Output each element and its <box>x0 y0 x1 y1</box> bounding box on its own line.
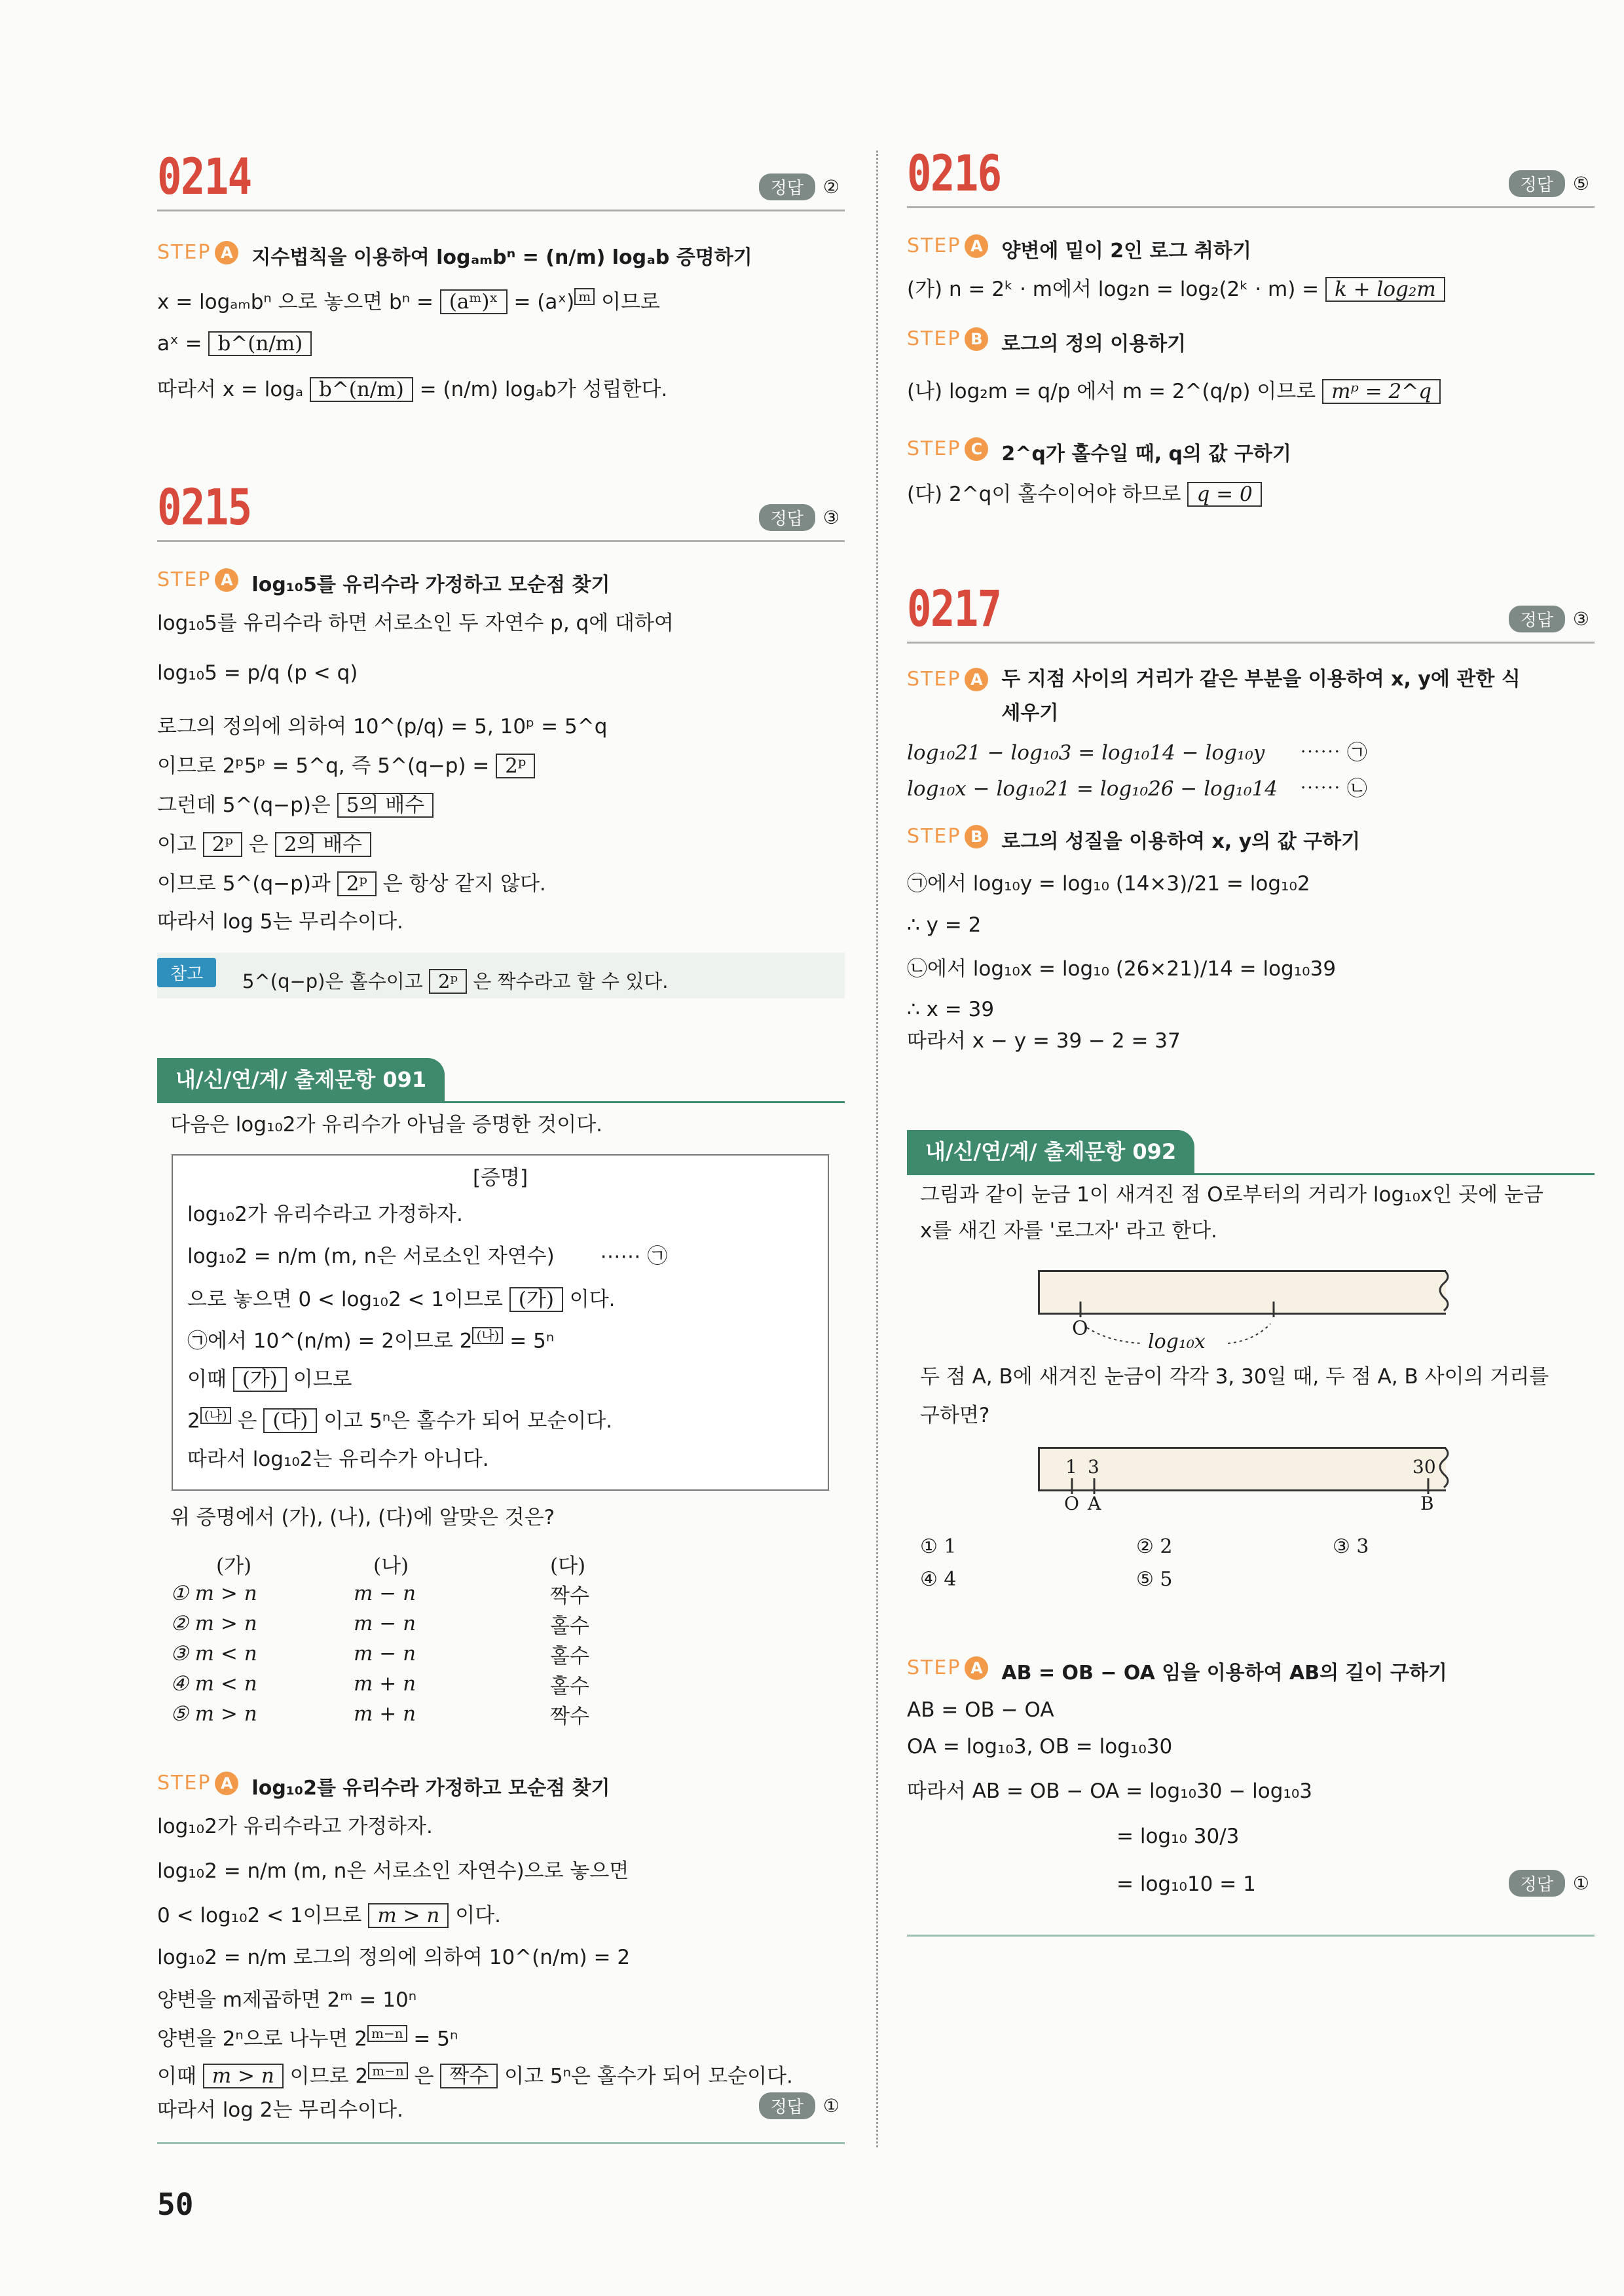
cell: m + n <box>354 1702 416 1726</box>
ruler-log-label: log₁₀x <box>1148 1330 1206 1353</box>
text: = (n/m) logₐb가 성립한다. <box>419 378 668 401</box>
solution-line: 따라서 log 5는 무리수이다. <box>157 910 403 934</box>
solution-line: = log₁₀10 = 1 <box>1116 1872 1256 1896</box>
text: 은 <box>237 1409 257 1433</box>
answer-badge: 정답 <box>1509 170 1565 197</box>
text: 0 < log₁₀2 < 1이므로 <box>157 1904 362 1927</box>
step-b <box>907 825 1595 854</box>
problem-0216-header <box>907 134 1595 208</box>
proof-line <box>187 1407 875 1434</box>
text: 이므로 <box>293 1368 352 1391</box>
step-a-icon: A <box>965 668 988 691</box>
solution-line: ㉠에서 log₁₀y = log₁₀ (14×3)/21 = log₁₀2 <box>907 872 1310 896</box>
blank-box: (가) <box>233 1367 287 1392</box>
answer-tag <box>759 504 840 531</box>
exam-tag: 내/신/연/계/ 출제문항 091 <box>157 1058 445 1101</box>
step-title: log₁₀2를 유리수라 가정하고 모순점 찾기 <box>251 1777 610 1800</box>
ruler-lines <box>1038 1270 1457 1349</box>
answer-box: b^(n/m) <box>310 377 413 402</box>
text: (가) n = 2ᵏ · m에서 log₂n = log₂(2ᵏ · m) = <box>907 278 1320 301</box>
text: ⋯⋯ ㉠ <box>1300 741 1367 765</box>
tick-label: 30 <box>1412 1456 1436 1478</box>
solution-line: 따라서 AB = OB − OA = log₁₀30 − log₁₀3 <box>907 1779 1313 1803</box>
step-b-icon: B <box>965 327 988 351</box>
solution-line <box>907 378 1595 405</box>
column-divider <box>876 151 878 2147</box>
text: log₁₀21 − log₁₀3 = log₁₀14 − log₁₀y <box>907 741 1265 765</box>
step-label: STEP <box>157 568 212 591</box>
text: 5^(q−p)은 홀수이고 <box>242 970 423 993</box>
text: (나) log₂m = q/p 에서 m = 2^(q/p) 이므로 <box>907 380 1316 403</box>
tip-box <box>157 953 845 998</box>
step-a <box>907 663 1595 731</box>
step-a <box>157 1772 845 1800</box>
text: aˣ = <box>157 332 202 355</box>
proof-line <box>187 1327 875 1354</box>
blank-box: (다) <box>263 1408 317 1433</box>
cell: ⑤ m > n <box>170 1702 257 1726</box>
choice-row[interactable] <box>170 1699 629 1729</box>
answer-box: (aᵐ)ˣ <box>440 289 507 314</box>
tick-label: 1 <box>1065 1456 1077 1478</box>
step-title: 2^q가 홀수일 때, q의 값 구하기 <box>1001 443 1291 465</box>
cell: m − n <box>354 1582 416 1605</box>
proof-line <box>187 1243 875 1269</box>
problem-number: 0215 <box>157 478 251 536</box>
step-label: STEP <box>907 437 961 460</box>
answer-box: m > n <box>368 1903 449 1928</box>
answer-box: mᵖ = 2^q <box>1322 379 1441 404</box>
solution-line: log₁₀2가 유리수라고 가정하자. <box>157 1815 433 1838</box>
step-title: log₁₀5를 유리수라 가정하고 모순점 찾기 <box>251 574 610 596</box>
text: 이다. <box>569 1288 616 1311</box>
text: 이고 5ⁿ은 홀수가 되어 모순이다. <box>323 1409 613 1433</box>
step-a-icon: A <box>215 241 238 264</box>
text: 은 짝수라고 할 수 있다. <box>473 970 669 993</box>
tip-badge: 참고 <box>157 958 216 987</box>
step-a <box>907 234 1595 263</box>
page-number: 50 <box>157 2187 194 2222</box>
answer-box: 2ᵖ <box>429 969 467 994</box>
cell: ① m > n <box>170 1582 257 1605</box>
question-text: 그림과 같이 눈금 1이 새겨진 점 O로부터의 거리가 log₁₀x인 곳에 눈금 <box>920 1183 1543 1207</box>
choice-table <box>170 1548 629 1729</box>
equation-line <box>907 776 1595 802</box>
solution-line: ∴ x = 39 <box>907 998 995 1021</box>
header-cell: (가) <box>216 1554 252 1578</box>
text: 따라서 x = logₐ <box>157 378 304 401</box>
solution-line <box>157 331 845 357</box>
text: 이므로 5^(q−p)과 <box>157 872 331 896</box>
text: x = logₐₘbⁿ 으로 놓으면 bⁿ = <box>157 290 434 314</box>
cell: 짝수 <box>550 1704 589 1728</box>
answer-tag <box>759 2092 840 2119</box>
choice-5[interactable]: ⑤ 5 <box>1136 1568 1173 1591</box>
solution-line: log₁₀5 = p/q (p < q) <box>157 661 358 685</box>
cell: 홀수 <box>550 1644 589 1668</box>
text: 양변을 2ⁿ으로 나누면 2 <box>157 2027 367 2051</box>
answer-value: ③ <box>822 507 840 528</box>
solution-line: log₁₀2 = n/m (m, n은 서로소인 자연수)으로 놓으면 <box>157 1859 629 1883</box>
proof-line: log₁₀2가 유리수라고 가정하자. <box>187 1203 463 1226</box>
cell: 짝수 <box>550 1584 589 1608</box>
text: 은 항상 같지 않다. <box>382 872 546 896</box>
answer-value: ① <box>1572 1872 1589 1894</box>
solution-line: log₁₀2 = n/m 로그의 정의에 의하여 10^(n/m) = 2 <box>157 1946 631 1969</box>
answer-box: 짝수 <box>440 2064 498 2088</box>
proof-title: [증명] <box>472 1166 528 1190</box>
text: 은 <box>414 2064 434 2088</box>
choice-row[interactable] <box>170 1639 629 1669</box>
solution-line: ㉡에서 log₁₀x = log₁₀ (26×21)/14 = log₁₀39 <box>907 957 1337 981</box>
point-label: A <box>1088 1493 1101 1514</box>
solution-line <box>157 288 845 315</box>
text: 이므로 <box>601 290 660 314</box>
choice-row[interactable] <box>170 1609 629 1639</box>
question-text: 다음은 log₁₀2가 유리수가 아님을 증명한 것이다. <box>170 1113 603 1137</box>
section-end-line <box>157 2142 845 2144</box>
answer-badge: 정답 <box>1509 606 1565 632</box>
choice-2[interactable]: ② 2 <box>1136 1535 1173 1558</box>
solution-line <box>157 376 845 403</box>
step-label: STEP <box>907 327 961 350</box>
text: log₁₀2 = n/m (m, n은 서로소인 자연수) <box>187 1245 555 1268</box>
step-title: 양변에 밑이 2인 로그 취하기 <box>1001 240 1251 263</box>
solution-line <box>157 831 845 858</box>
step-a-icon: A <box>215 1772 238 1795</box>
choice-row[interactable] <box>170 1578 629 1609</box>
answer-box: 5의 배수 <box>337 793 434 818</box>
answer-box: 2ᵖ <box>203 832 242 857</box>
answer-box: m−n <box>367 2025 407 2042</box>
text: 이므로 2ᵖ5ᵖ = 5^q, 즉 5^(q−p) = <box>157 754 490 778</box>
answer-box: k + log₂m <box>1325 277 1445 302</box>
solution-line <box>157 753 845 779</box>
text: 이고 5ⁿ은 홀수가 되어 모순이다. <box>504 2064 793 2088</box>
text: 이고 <box>157 833 196 856</box>
text: 이다. <box>455 1904 501 1927</box>
proof-box <box>172 1154 829 1491</box>
problem-number: 0214 <box>157 147 251 206</box>
step-c <box>907 437 1595 466</box>
step-b <box>907 327 1595 356</box>
text: 이므로 2 <box>289 2064 369 2088</box>
solution-line <box>157 1903 845 1929</box>
exam-091-header <box>157 1055 845 1103</box>
blank-box: (나) <box>472 1327 503 1344</box>
proof-line <box>187 1366 875 1393</box>
step-label: STEP <box>907 1656 961 1679</box>
text: = (aˣ) <box>513 290 575 314</box>
step-a <box>157 241 845 270</box>
answer-badge: 정답 <box>1509 1870 1565 1897</box>
cell: m + n <box>354 1672 416 1696</box>
answer-tag <box>1509 170 1589 197</box>
answer-value: ③ <box>1572 608 1589 630</box>
answer-tag <box>1509 606 1589 632</box>
question-text: 위 증명에서 (가), (나), (다)에 알맞은 것은? <box>170 1506 555 1529</box>
solution-line: = log₁₀ 30/3 <box>1116 1825 1240 1848</box>
text: 은 <box>248 833 268 856</box>
solution-line <box>907 276 1595 302</box>
problem-0214-header <box>157 137 845 211</box>
cell: ④ m < n <box>170 1672 257 1696</box>
solution-line: 따라서 log 2는 무리수이다. <box>157 2098 403 2122</box>
text: 이때 <box>187 1368 227 1391</box>
problem-number: 0217 <box>907 579 1001 638</box>
answer-badge: 정답 <box>759 173 815 200</box>
log-ruler-figure-2 <box>1038 1447 1457 1525</box>
solution-line <box>907 481 1595 507</box>
solution-line <box>157 871 845 897</box>
answer-box: 2ᵖ <box>337 871 377 896</box>
text: 그런데 5^(q−p)은 <box>157 793 331 817</box>
proof-line: 따라서 log₁₀2는 유리수가 아니다. <box>187 1448 489 1471</box>
text: (다) 2^q이 홀수이어야 하므로 <box>907 483 1181 506</box>
solution-line: log₁₀5를 유리수라 하면 서로소인 두 자연수 p, q에 대하여 <box>157 611 674 635</box>
text: ⋯⋯ ㉡ <box>1300 777 1367 801</box>
answer-badge: 정답 <box>759 2092 815 2119</box>
problem-number: 0216 <box>907 144 1001 202</box>
step-title: 두 지점 사이의 거리가 같은 부분을 이용하여 x, y에 관한 식 세우기 <box>1001 668 1521 725</box>
step-title: 로그의 정의 이용하기 <box>1001 333 1187 355</box>
step-title: AB = OB − OA 임을 이용하여 AB의 길이 구하기 <box>1001 1662 1447 1685</box>
choice-row[interactable] <box>170 1669 629 1699</box>
text: 이때 <box>157 2064 196 2088</box>
text: = 5ⁿ <box>509 1329 555 1353</box>
point-label: O <box>1064 1493 1079 1514</box>
answer-box: 2의 배수 <box>275 832 371 857</box>
solution-line <box>157 2062 845 2089</box>
answer-box: m−n <box>368 2062 408 2079</box>
step-label: STEP <box>157 241 212 264</box>
solution-line: ∴ y = 2 <box>907 913 982 937</box>
text: = 5ⁿ <box>413 2027 458 2051</box>
cell: 홀수 <box>550 1674 589 1698</box>
step-a <box>907 1656 1595 1685</box>
answer-value: ⑤ <box>1572 173 1589 194</box>
answer-tag <box>1509 1870 1589 1897</box>
cell: ③ m < n <box>170 1642 257 1666</box>
cell: m − n <box>354 1642 416 1666</box>
question-text: x를 새긴 자를 '로그자' 라고 한다. <box>920 1219 1217 1243</box>
cell: m − n <box>354 1612 416 1635</box>
blank-box: (가) <box>509 1287 563 1312</box>
header-cell: (다) <box>550 1554 586 1578</box>
step-a-icon: A <box>965 1656 988 1680</box>
step-b-icon: B <box>965 825 988 848</box>
blank-box: (나) <box>200 1407 231 1424</box>
tip-text <box>242 967 669 994</box>
tick-label: 3 <box>1088 1456 1099 1478</box>
step-title: 지수법칙을 이용하여 logₐₘbⁿ = (n/m) logₐb 증명하기 <box>251 246 752 269</box>
solution-line: 따라서 x − y = 39 − 2 = 37 <box>907 1029 1181 1053</box>
proof-line <box>187 1286 875 1313</box>
ruler-origin-label: O <box>1072 1317 1088 1340</box>
solution-line <box>157 792 845 818</box>
answer-value: ① <box>822 2095 840 2117</box>
answer-value: ② <box>822 176 840 198</box>
solution-line: 양변을 m제곱하면 2ᵐ = 10ⁿ <box>157 1988 417 2012</box>
solution-line: 로그의 정의에 의하여 10^(p/q) = 5, 10ᵖ = 5^q <box>157 715 608 738</box>
problem-0215-header <box>157 468 845 542</box>
choice-3[interactable]: ③ 3 <box>1333 1535 1369 1558</box>
answer-badge: 정답 <box>759 504 815 531</box>
text: log₁₀x − log₁₀21 = log₁₀26 − log₁₀14 <box>907 777 1278 801</box>
problem-0217-header <box>907 570 1595 644</box>
log-ruler-figure-1 <box>1038 1270 1457 1353</box>
text: ㉠에서 10^(n/m) = 2이므로 2 <box>187 1329 473 1353</box>
header-cell: (나) <box>373 1554 409 1578</box>
cell: 홀수 <box>550 1614 589 1638</box>
solution-line: AB = OB − OA <box>907 1698 1054 1722</box>
solution-line <box>157 2025 845 2052</box>
choice-header <box>170 1548 629 1578</box>
answer-box: m <box>574 288 595 305</box>
step-c-icon: C <box>965 437 988 461</box>
answer-box: q = 0 <box>1187 482 1261 507</box>
equation-line <box>907 740 1595 766</box>
choice-1[interactable]: ① 1 <box>920 1535 957 1558</box>
text: 2 <box>187 1409 200 1433</box>
question-text: 구하면? <box>920 1404 990 1427</box>
answer-tag <box>759 173 840 200</box>
cell: ② m > n <box>170 1612 257 1635</box>
choice-4[interactable]: ④ 4 <box>920 1568 957 1591</box>
step-label: STEP <box>907 668 961 691</box>
question-text: 두 점 A, B에 새겨진 눈금이 각각 3, 30일 때, 두 점 A, B 사이의 거리를 <box>920 1365 1549 1389</box>
solution-line: OA = log₁₀3, OB = log₁₀30 <box>907 1735 1173 1758</box>
step-a-icon: A <box>215 568 238 592</box>
exam-092-header <box>907 1127 1595 1175</box>
step-a-icon: A <box>965 234 988 258</box>
text: ⋯⋯ ㉠ <box>600 1245 668 1268</box>
section-end-line <box>907 1935 1595 1937</box>
answer-box: 2ᵖ <box>496 754 535 778</box>
step-label: STEP <box>907 234 961 257</box>
answer-box: m > n <box>203 2064 284 2088</box>
step-title: 로그의 성질을 이용하여 x, y의 값 구하기 <box>1001 830 1361 853</box>
point-label: B <box>1420 1493 1434 1514</box>
step-a <box>157 568 845 597</box>
exam-tag: 내/신/연/계/ 출제문항 092 <box>907 1130 1194 1173</box>
answer-box: b^(n/m) <box>208 331 312 356</box>
step-label: STEP <box>157 1772 212 1795</box>
text: 으로 놓으면 0 < log₁₀2 < 1이므로 <box>187 1288 503 1311</box>
step-label: STEP <box>907 825 961 848</box>
